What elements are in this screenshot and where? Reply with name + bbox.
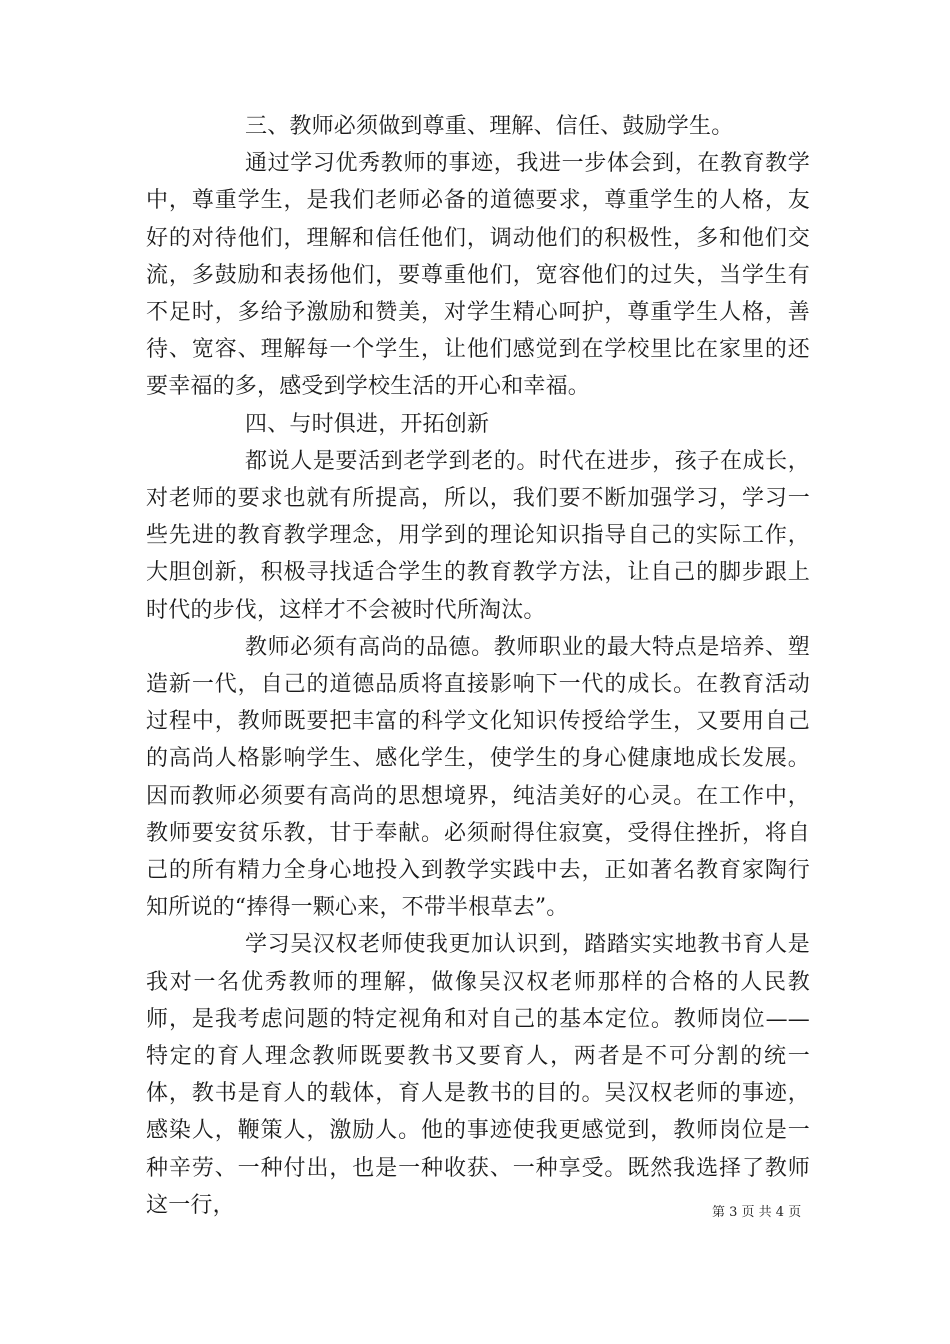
paragraph-wu-hanquan: 学习吴汉权老师使我更加认识到，踏踏实实地教书育人是我对一名优秀教师的理解，做像吴汉权老师那样的合格的人民教师，是我考虑问题的特定视角和对自己的基本定位。教师岗位——特定的育人理念教师既要教书又要育人，两者是不可分割的统一体，教书是育人的载体，育人是教书的目的。吴汉权老师的事迹，感染人，鞭策人，激励人。他的事迹使我更感觉到，教师岗位是一种辛劳、一种付出，也是一种收获、一种享受。既然我选择了教师这一行，: [146, 932, 810, 1218]
section-heading-three: 三、教师必须做到尊重、理解、信任、鼓励学生。: [245, 114, 734, 139]
page-number: 第 3 页 共 4 页: [712, 1205, 802, 1220]
document-body: [146, 108, 810, 1224]
paragraph-teacher-morality: 教师必须有高尚的品德。教师职业的最大特点是培养、塑造新一代，自己的道德品质将直接影响下一代的成长。在教育活动过程中，教师既要把丰富的科学文化知识传授给学生，又要用自己的高尚人格影响学生、感化学生，使学生的身心健康地成长发展。因而教师必须要有高尚的思想境界，纯洁美好的心灵。在工作中，教师要安贫乐教，甘于奉献。必须耐得住寂寞，受得住挫折，将自己的所有精力全身心地投入到教学实践中去，正如著名教育家陶行知所说的“捧得一颗心来，不带半根草去”。: [146, 634, 810, 921]
section-heading-four: 四、与时俱进，开拓创新: [245, 411, 490, 437]
paragraph-respect-students: 通过学习优秀教师的事迹，我进一步体会到，在教育教学中，尊重学生，是我们老师必备的道德要求，尊重学生的人格，友好的对待他们，理解和信任他们，调动他们的积极性，多和他们交流，多鼓励和表扬他们，要尊重他们，宽容他们的过失，当学生有不足时，多给予激励和赞美，对学生精心呵护，尊重学生人格，善待、宽容、理解每一个学生，让他们感觉到在学校里比在家里的还要幸福的多，感受到学校生活的开心和幸福。: [146, 151, 810, 400]
paragraph-innovation: 都说人是要活到老学到老的。时代在进步，孩子在成长，对老师的要求也就有所提高，所以，我们要不断加强学习，学习一些先进的教育教学理念，用学到的理论知识指导自己的实际工作，大胆创新，积极寻找适合学生的教育教学方法，让自己的脚步跟上时代的步伐，这样才不会被时代所淘汰。: [146, 448, 810, 623]
